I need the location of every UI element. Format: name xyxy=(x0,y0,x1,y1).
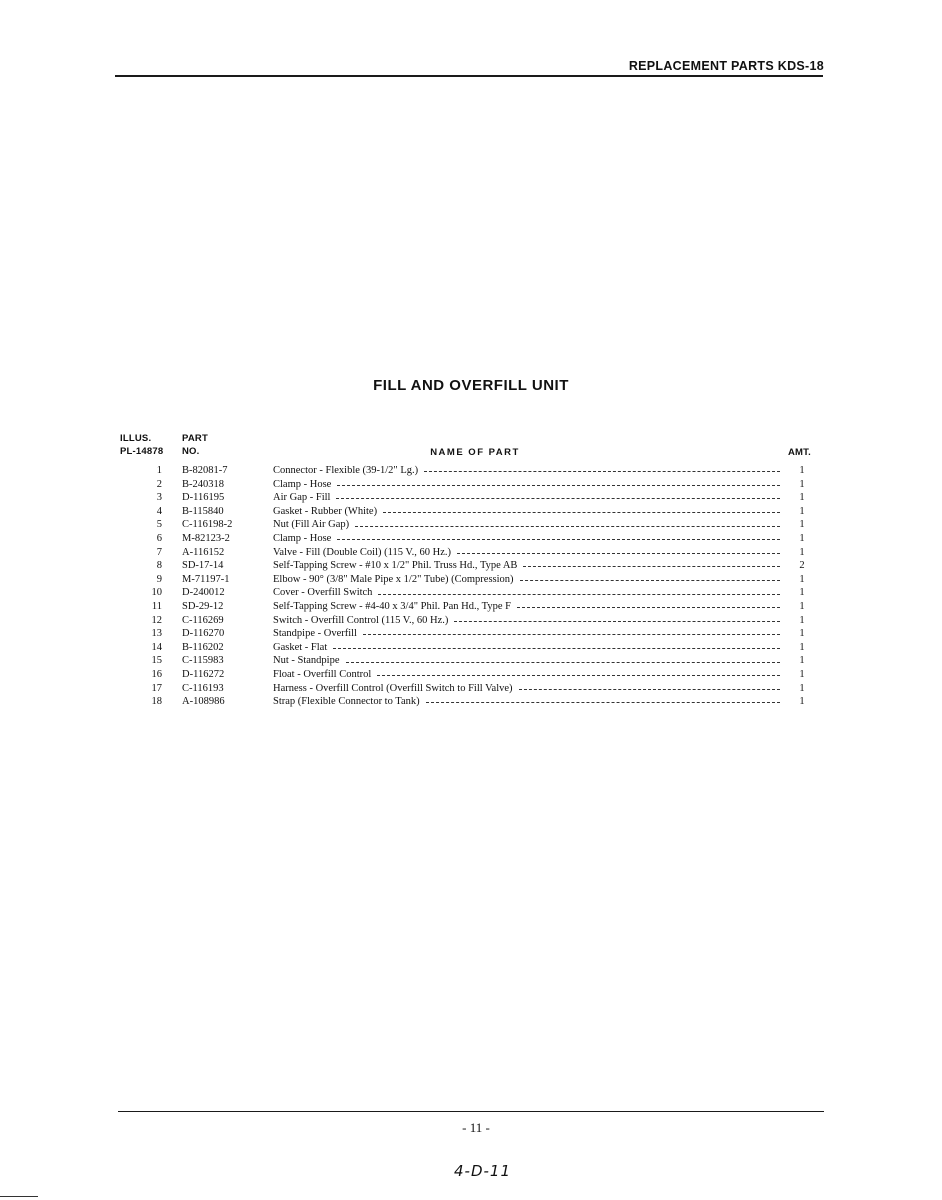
dash-leader xyxy=(333,648,780,649)
part-name: Self-Tapping Screw - #4-40 x 3/4" Phil. Pan Hd., Type F xyxy=(273,600,511,612)
part-number: D-116195 xyxy=(182,492,225,504)
part-name-cell xyxy=(273,546,780,560)
dash-leader xyxy=(337,539,780,540)
part-name: Cover - Overfill Switch xyxy=(273,587,373,599)
dash-leader xyxy=(517,607,780,608)
part-name-cell xyxy=(273,559,780,573)
table-row xyxy=(120,654,820,668)
illus-number: 7 xyxy=(156,546,162,558)
dash-leader xyxy=(523,566,780,567)
part-amount: 1 xyxy=(799,682,805,694)
part-number: C-116198-2 xyxy=(182,519,233,531)
part-name-cell xyxy=(273,614,780,628)
table-row xyxy=(120,478,820,492)
illus-number: 10 xyxy=(151,587,162,599)
part-number: SD-17-14 xyxy=(182,560,224,572)
illus-number: 15 xyxy=(151,655,162,667)
illus-number: 8 xyxy=(156,560,162,572)
part-name-cell xyxy=(273,682,780,696)
dash-leader xyxy=(337,485,780,486)
table-row xyxy=(120,518,820,532)
table-row xyxy=(120,668,820,682)
dash-leader xyxy=(378,594,780,595)
part-amount: 1 xyxy=(799,655,805,667)
table-row xyxy=(120,505,820,519)
part-name-cell xyxy=(273,505,780,519)
part-name-cell xyxy=(273,668,780,682)
table-row xyxy=(120,491,820,505)
part-number: A-108986 xyxy=(182,696,225,708)
dash-leader xyxy=(454,621,780,622)
part-name: Standpipe - Overfill xyxy=(273,628,357,640)
part-name: Float - Overfill Control xyxy=(273,668,372,680)
scan-edge-mark xyxy=(0,1196,38,1197)
part-name-cell xyxy=(273,532,780,546)
table-row xyxy=(120,573,820,587)
dash-leader xyxy=(520,580,780,581)
part-name-cell xyxy=(273,654,780,668)
part-amount: 1 xyxy=(799,478,805,490)
dash-leader xyxy=(424,471,780,472)
table-row xyxy=(120,532,820,546)
page-number: - 11 - xyxy=(462,1120,490,1135)
part-number: M-82123-2 xyxy=(182,532,230,544)
part-amount: 1 xyxy=(799,614,805,626)
part-number: B-82081-7 xyxy=(182,465,228,476)
column-header-part-line1: PART xyxy=(182,433,208,444)
part-amount: 1 xyxy=(799,492,805,504)
part-name-cell xyxy=(273,573,780,587)
dash-leader xyxy=(336,498,780,499)
part-name-cell xyxy=(273,627,780,641)
part-amount: 1 xyxy=(799,628,805,640)
illus-number: 18 xyxy=(151,696,162,708)
illus-number: 3 xyxy=(156,492,162,504)
illus-number: 13 xyxy=(151,628,162,640)
column-header-name-of-part: NAME OF PART xyxy=(430,447,520,458)
illus-number: 9 xyxy=(156,573,162,585)
part-name: Valve - Fill (Double Coil) (115 V., 60 Hz.) xyxy=(273,546,451,558)
footer-rule xyxy=(118,1111,824,1112)
illus-number: 14 xyxy=(151,641,162,653)
part-name-cell xyxy=(273,586,780,600)
dash-leader xyxy=(355,526,780,527)
part-amount: 1 xyxy=(799,668,805,680)
illus-number: 4 xyxy=(156,505,162,517)
part-amount: 1 xyxy=(799,546,805,558)
table-row xyxy=(120,641,820,655)
part-number: C-116269 xyxy=(182,614,224,626)
part-amount: 1 xyxy=(799,465,805,476)
part-name-cell xyxy=(273,695,780,709)
dash-leader xyxy=(519,689,780,690)
column-header-illus-line2: PL-14878 xyxy=(120,446,164,457)
dash-leader xyxy=(383,512,780,513)
part-name: Switch - Overfill Control (115 V., 60 Hz.) xyxy=(273,614,449,626)
part-amount: 1 xyxy=(799,573,805,585)
table-row xyxy=(120,600,820,614)
part-name-cell xyxy=(273,641,780,655)
part-amount: 1 xyxy=(799,532,805,544)
part-name: Nut (Fill Air Gap) xyxy=(273,519,350,531)
table-row xyxy=(120,586,820,600)
part-number: C-115983 xyxy=(182,655,224,667)
table-row xyxy=(120,682,820,696)
part-name-cell xyxy=(273,518,780,532)
part-amount: 1 xyxy=(799,696,805,708)
part-name: Self-Tapping Screw - #10 x 1/2" Phil. Truss Hd., Type AB xyxy=(273,560,518,572)
illus-number: 1 xyxy=(156,465,162,476)
column-header-part-line2: NO. xyxy=(182,446,200,457)
table-row xyxy=(120,614,820,628)
part-name: Gasket - Rubber (White) xyxy=(273,505,378,517)
part-number: D-240012 xyxy=(182,587,225,599)
part-name: Gasket - Flat xyxy=(273,641,328,653)
illus-number: 5 xyxy=(156,519,162,531)
part-amount: 1 xyxy=(799,587,805,599)
part-number: B-240318 xyxy=(182,478,224,490)
part-amount: 1 xyxy=(799,519,805,531)
part-number: M-71197-1 xyxy=(182,573,230,585)
table-row xyxy=(120,464,820,478)
dash-leader xyxy=(346,662,781,663)
part-name: Elbow - 90° (3/8" Male Pipe x 1/2" Tube) (Compression) xyxy=(273,573,514,585)
part-number: D-116270 xyxy=(182,628,225,640)
part-amount: 1 xyxy=(799,600,805,612)
dash-leader xyxy=(363,634,780,635)
illus-number: 17 xyxy=(151,682,162,694)
table-row xyxy=(120,627,820,641)
illus-number: 6 xyxy=(156,532,162,544)
part-name: Nut - Standpipe xyxy=(273,655,340,667)
part-name-cell xyxy=(273,478,780,492)
column-header-amount: AMT. xyxy=(788,447,811,458)
part-amount: 1 xyxy=(799,641,805,653)
part-name-cell xyxy=(273,491,780,505)
illus-number: 12 xyxy=(151,614,162,626)
table-row xyxy=(120,559,820,573)
part-number: SD-29-12 xyxy=(182,600,224,612)
dash-leader xyxy=(426,702,780,703)
part-number: B-115840 xyxy=(182,505,224,517)
illus-number: 2 xyxy=(156,478,162,490)
part-name-cell xyxy=(273,464,780,478)
header-rule xyxy=(115,75,823,77)
part-number: D-116272 xyxy=(182,668,225,680)
part-name-cell xyxy=(273,600,780,614)
handwritten-note: 4-D-11 xyxy=(454,1162,512,1180)
part-name: Connector - Flexible (39-1/2" Lg.) xyxy=(273,465,419,476)
part-number: C-116193 xyxy=(182,682,224,694)
table-row xyxy=(120,695,820,709)
part-amount: 1 xyxy=(799,505,805,517)
illus-number: 11 xyxy=(151,600,162,612)
part-number: B-116202 xyxy=(182,641,224,653)
column-header-illus-line1: ILLUS. xyxy=(120,433,152,444)
part-name: Harness - Overfill Control (Overfill Switch to Fill Valve) xyxy=(273,682,513,694)
illus-number: 16 xyxy=(151,668,162,680)
part-amount: 2 xyxy=(799,560,805,572)
part-name: Strap (Flexible Connector to Tank) xyxy=(273,696,420,708)
part-name: Clamp - Hose xyxy=(273,478,332,490)
part-name: Clamp - Hose xyxy=(273,532,332,544)
page-header-title: REPLACEMENT PARTS KDS-18 xyxy=(628,59,824,73)
dash-leader xyxy=(457,553,780,554)
part-name: Air Gap - Fill xyxy=(273,492,331,504)
parts-table xyxy=(120,464,820,709)
table-row xyxy=(120,546,820,560)
section-title: FILL AND OVERFILL UNIT xyxy=(373,377,569,394)
dash-leader xyxy=(377,675,780,676)
part-number: A-116152 xyxy=(182,546,225,558)
